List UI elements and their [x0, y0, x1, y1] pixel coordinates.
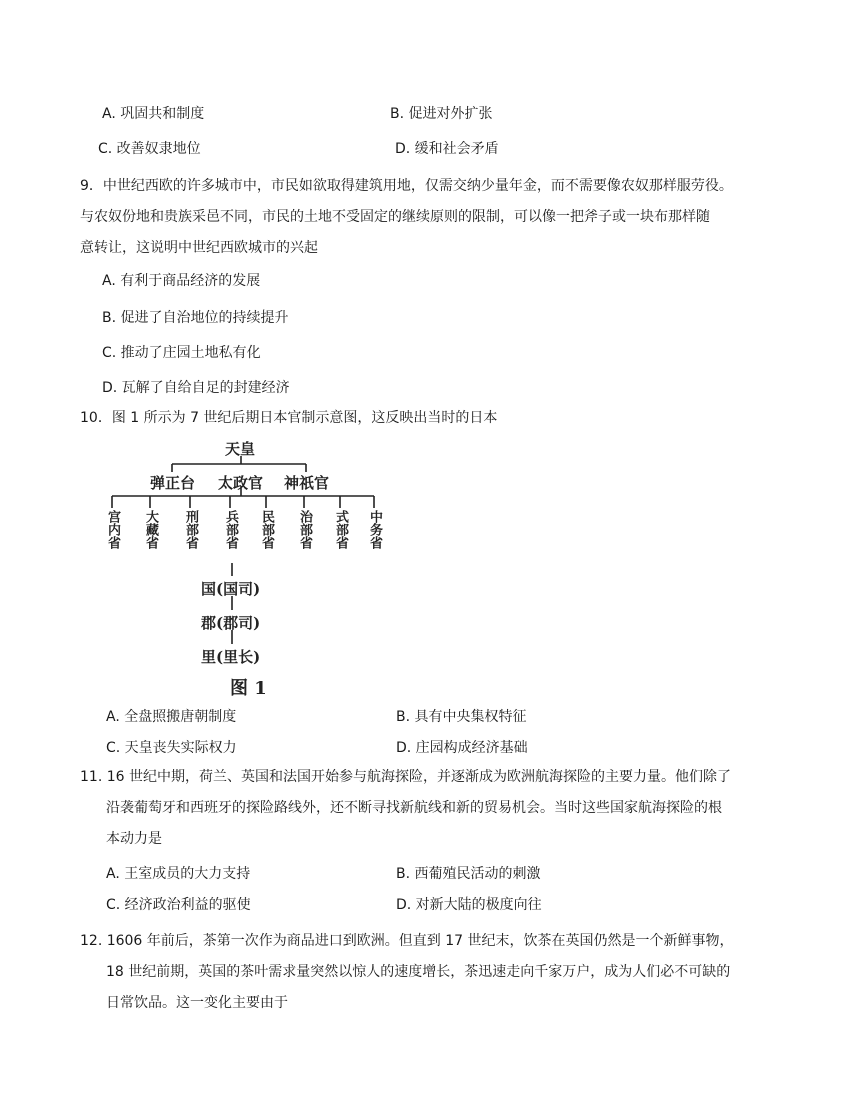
q12-stem-line-3: 日常饮品。这一变化主要由于 [106, 995, 288, 1011]
q11-option-d: D. 对新大陆的极度向往 [396, 897, 542, 913]
q12-stem-line-2: 18 世纪前期，英国的茶叶需求量突然以惊人的速度增长，茶迅速走向千家万户，成为人们必不可缺的 [106, 964, 731, 980]
q9-stem-line-3: 意转让，这说明中世纪西欧城市的兴起 [80, 240, 318, 256]
diagram-district: 郡(郡司) [201, 614, 261, 632]
q9-option-a: A. 有利于商品经济的发展 [102, 273, 261, 289]
diagram-danjodai: 弹正台 [150, 474, 196, 492]
diagram-jingikan: 神祇官 [284, 474, 330, 492]
q12-stem-line-1: 12. 1606 年前后，茶第一次作为商品进口到欧洲。但直到 17 世纪末，饮茶在英国仍然是一个新鲜事物， [80, 933, 734, 949]
q9-stem-line-2: 与农奴份地和贵族采邑不同，市民的土地不受固定的继续原则的限制，可以像一把斧子或一块布那样随 [80, 209, 710, 225]
diagram-emperor: 天皇 [225, 440, 256, 458]
diagram-ministry-central-affairs: 中务省 [367, 510, 382, 549]
q11-stem-line-1: 11. 16 世纪中期，荷兰、英国和法国开始参与航海探险，并逐渐成为欧洲航海探险的主要力量。他们除了 [80, 769, 731, 785]
diagram-ministry-military: 兵部省 [223, 510, 238, 549]
diagram-village: 里(里长) [201, 648, 261, 666]
q11-stem-line-2: 沿袭葡萄牙和西班牙的探险路线外，还不断寻找新航线和新的贸易机会。当时这些国家航海探险的根 [106, 800, 722, 816]
diagram-ministry-personnel: 式部省 [333, 510, 348, 549]
q11-option-b: B. 西葡殖民活动的刺激 [396, 866, 541, 882]
q10-option-b: B. 具有中央集权特征 [396, 709, 527, 725]
q9-option-c: C. 推动了庄园土地私有化 [102, 345, 261, 361]
q8-option-d: D. 缓和社会矛盾 [395, 141, 499, 157]
diagram-ministry-treasury: 大藏省 [143, 510, 158, 549]
q8-option-b: B. 促进对外扩张 [390, 106, 493, 122]
official-system-diagram [100, 436, 400, 699]
diagram-ministry-imperial-household: 宫内省 [105, 510, 120, 549]
q9-stem-line-1: 9．中世纪西欧的许多城市中，市民如欲取得建筑用地，仅需交纳少量年金，而不需要像农奴那样服劳役。 [80, 178, 733, 194]
q8-option-a: A. 巩固共和制度 [102, 106, 205, 122]
q10-option-d: D. 庄园构成经济基础 [396, 740, 528, 756]
q10-stem: 10．图 1 所示为 7 世纪后期日本官制示意图，这反映出当时的日本 [80, 410, 498, 426]
diagram-ministry-justice: 刑部省 [183, 510, 198, 549]
q9-option-b: B. 促进了自治地位的持续提升 [102, 310, 289, 326]
q11-option-a: A. 王室成员的大力支持 [106, 866, 251, 882]
diagram-province: 国(国司) [201, 580, 261, 598]
q11-option-c: C. 经济政治利益的驱使 [106, 897, 251, 913]
q8-option-c: C. 改善奴隶地位 [98, 141, 201, 157]
q11-stem-line-3: 本动力是 [106, 831, 162, 847]
diagram-daijokan: 太政官 [218, 474, 264, 492]
q10-option-c: C. 天皇丧失实际权力 [106, 740, 237, 756]
q10-option-a: A. 全盘照搬唐朝制度 [106, 709, 237, 725]
diagram-ministry-ceremonial: 治部省 [297, 510, 312, 549]
figure-caption: 图 1 [230, 678, 267, 699]
q9-option-d: D. 瓦解了自给自足的封建经济 [102, 380, 290, 396]
diagram-ministry-civil: 民部省 [259, 510, 274, 549]
